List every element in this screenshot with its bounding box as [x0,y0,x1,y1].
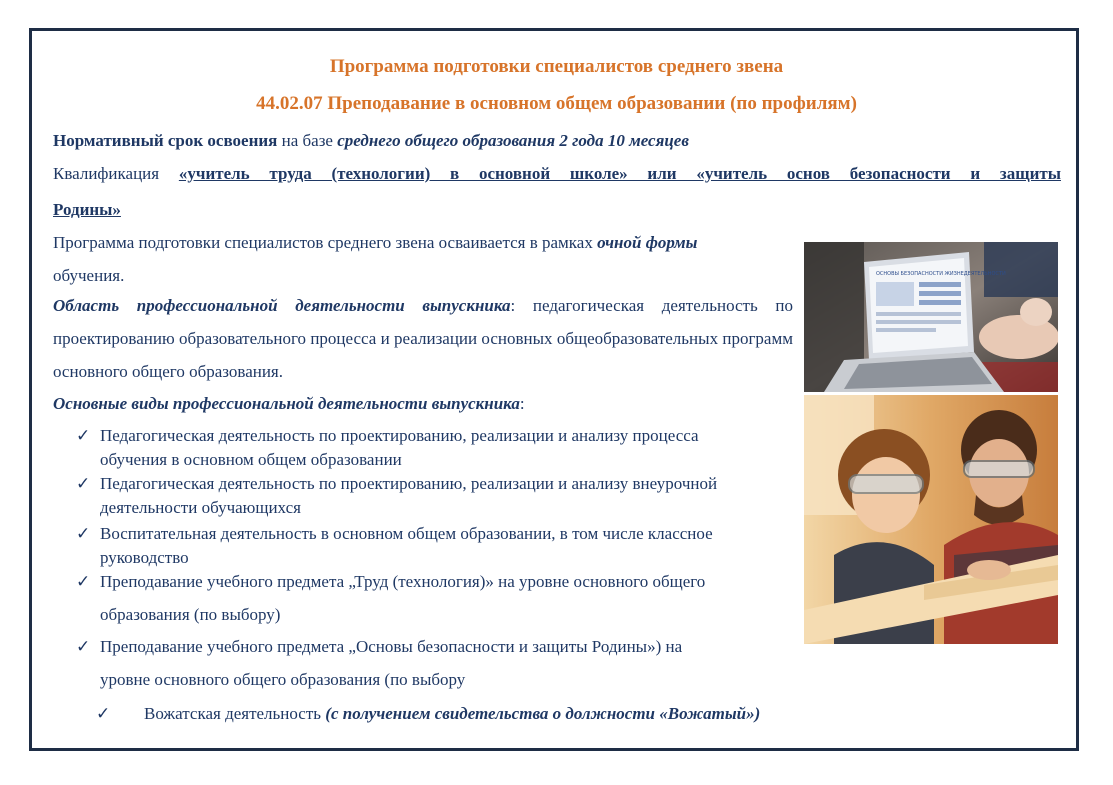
field-label: Область профессиональной деятельности выпускника [53,296,511,315]
form-emphasis: очной формы [597,233,698,252]
field-paragraph [53,289,793,388]
field-text: : педагогическая деятельность по проектированию образовательного процесса и реализации основных общеобразовательных программ основного общего образования. [53,296,793,381]
activities-label: Основные виды профессиональной деятельности выпускника [53,394,520,413]
list-item [76,472,791,520]
checkmark-icon: ✓ [76,474,91,493]
checkmark-icon: ✓ [76,426,91,445]
duration-middle: на базе [277,131,338,150]
program-title: Программа подготовки специалистов среднего звена [329,56,784,77]
form-text: Программа подготовки специалистов среднего звена осваивается в рамках [53,233,598,252]
checkmark-icon: ✓ [76,572,91,591]
duration-value: среднего общего образования 2 года 10 месяцев [337,131,689,150]
specialty-title: 44.02.07 Преподавание в основном общем образовании (по профилям) [256,93,857,114]
list-item-line: уровне основного общего образования (по выбору [100,670,466,689]
laptop-screen-heading: ОСНОВЫ БЕЗОПАСНОСТИ ЖИЗНЕДЕЯТЕЛЬНОСТИ [876,271,1006,277]
workshop-photo [804,395,1058,644]
checkmark-icon: ✓ [76,524,91,543]
list-item-line: Преподавание учебного предмета „Труд (технология)» на уровне основного общего [100,572,706,591]
laptop-training-photo [804,242,1058,392]
duration-label: Нормативный срок освоения [53,131,278,150]
list-item-line: обучения в основном общем образовании [100,450,402,469]
list-item [76,522,791,570]
form-paragraph [53,226,793,292]
list-item-text: Вожатская деятельность [144,704,326,723]
qualification-value: «учитель труда (технологии) в основной школе» или «учитель основ безопасности и защиты [178,164,1061,183]
form-text-end: обучения. [53,266,125,285]
list-item-line: Преподавание учебного предмета „Основы безопасности и защиты Родины») на [100,637,683,656]
list-item-line: Педагогическая деятельность по проектированию, реализации и анализу процесса [100,426,699,445]
qualification-line [53,164,1061,184]
list-item [76,635,791,692]
list-item [76,424,791,472]
list-item-line: деятельности обучающихся [100,498,301,517]
list-item-line: Педагогическая деятельность по проектированию, реализации и анализу внеурочной [100,474,718,493]
list-item-line: образования (по выбору) [100,605,281,624]
checkmark-icon: ✓ [96,704,111,723]
activities-heading [53,394,525,414]
activities-colon: : [519,394,525,413]
checkmark-icon: ✓ [76,637,91,656]
qualification-label: Квалификация [53,164,160,183]
list-item-line: Воспитательная деятельность в основном общем образовании, в том числе классное [100,524,713,543]
qualification-line-2 [53,200,121,220]
list-item [96,702,811,726]
list-item [76,570,791,627]
duration-line [53,131,689,151]
list-item-emphasis: (с получением свидетельства о должности «Вожатый») [325,704,761,723]
list-item-line: руководство [100,548,189,567]
qualification-value-cont: Родины» [53,200,121,219]
